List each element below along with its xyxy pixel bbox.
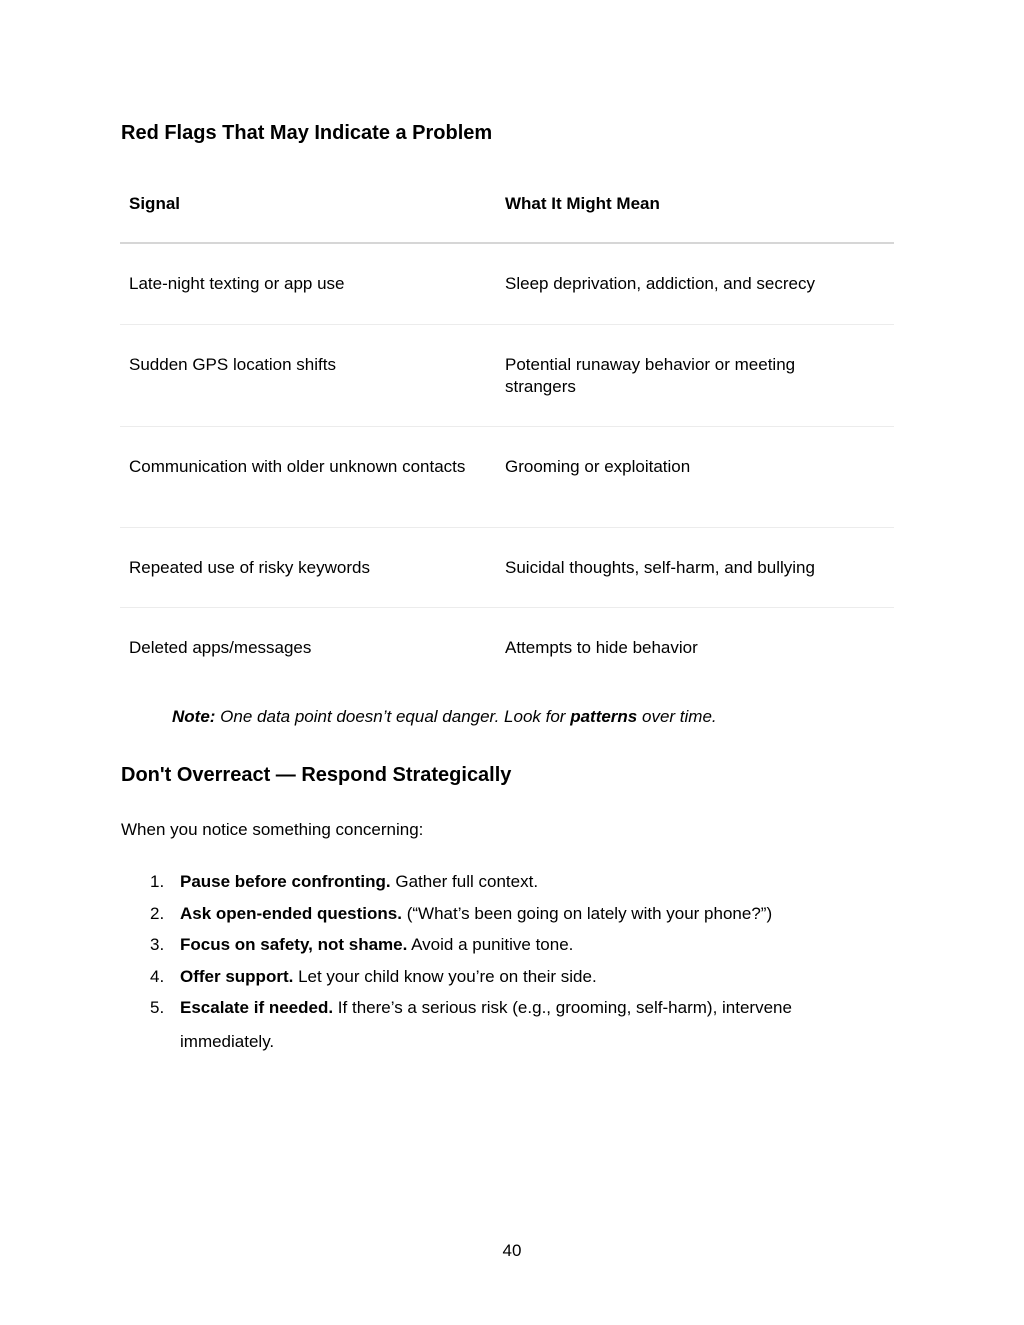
table-header-row bbox=[120, 176, 894, 244]
page-number: 40 bbox=[502, 1241, 522, 1260]
section-heading-respond: Don't Overreact — Respond Strategically bbox=[121, 764, 512, 786]
note-emphasis: patterns bbox=[570, 707, 638, 726]
signal-cell: Late-night texting or app use bbox=[129, 274, 345, 293]
list-item bbox=[150, 966, 880, 988]
column-header-meaning: What It Might Mean bbox=[505, 194, 660, 213]
column-header-signal: Signal bbox=[129, 194, 181, 213]
table-row bbox=[120, 325, 894, 427]
signal-cell: Repeated use of risky keywords bbox=[129, 558, 370, 577]
meaning-cell: Grooming or exploitation bbox=[505, 457, 691, 476]
note-body-end: over time. bbox=[637, 707, 717, 726]
intro-paragraph: When you notice something concerning: bbox=[121, 820, 424, 839]
section-heading-red-flags: Red Flags That May Indicate a Problem bbox=[121, 122, 493, 144]
list-item bbox=[150, 934, 880, 956]
note-label: Note: bbox=[172, 707, 216, 726]
response-steps-list bbox=[150, 871, 880, 1069]
signal-cell: Sudden GPS location shifts bbox=[129, 355, 336, 374]
table-row bbox=[120, 528, 894, 608]
step-number: 3. bbox=[150, 935, 165, 955]
step-number: 5. bbox=[150, 998, 165, 1018]
step-title: Focus on safety, not shame. bbox=[180, 935, 408, 955]
table-row bbox=[120, 244, 894, 325]
meaning-cell: Suicidal thoughts, self-harm, and bullying bbox=[505, 558, 815, 577]
meaning-cell: Potential runaway behavior or meeting strangers bbox=[505, 355, 796, 396]
step-title: Offer support. bbox=[180, 966, 294, 986]
red-flags-table bbox=[120, 176, 894, 688]
step-text: Let your child know you’re on their side. bbox=[293, 966, 597, 986]
step-number: 4. bbox=[150, 966, 165, 986]
step-text: Gather full context. bbox=[390, 872, 539, 891]
note-text bbox=[172, 706, 717, 728]
meaning-cell: Sleep deprivation, addiction, and secrecy bbox=[505, 274, 815, 293]
note-body-start: One data point doesn’t equal danger. Look for bbox=[215, 707, 571, 726]
step-title: Pause before confronting. bbox=[180, 872, 391, 891]
step-title: Escalate if needed. bbox=[180, 998, 334, 1018]
table-row bbox=[120, 427, 894, 528]
step-text: Avoid a punitive tone. bbox=[407, 935, 574, 955]
list-item bbox=[150, 871, 880, 893]
signal-cell: Communication with older unknown contacts bbox=[129, 457, 466, 476]
step-text: (“What’s been going on lately with your phone?”) bbox=[401, 903, 773, 923]
list-item bbox=[150, 903, 880, 925]
list-item bbox=[150, 997, 880, 1059]
step-text: If there’s a serious risk (e.g., grooming, self-harm), intervene immediately. bbox=[180, 998, 792, 1052]
step-number: 2. bbox=[150, 903, 165, 923]
signal-cell: Deleted apps/messages bbox=[129, 638, 312, 657]
table-row bbox=[120, 608, 894, 688]
meaning-cell: Attempts to hide behavior bbox=[505, 638, 698, 657]
step-title: Ask open-ended questions. bbox=[180, 903, 402, 923]
step-number: 1. bbox=[150, 872, 165, 891]
